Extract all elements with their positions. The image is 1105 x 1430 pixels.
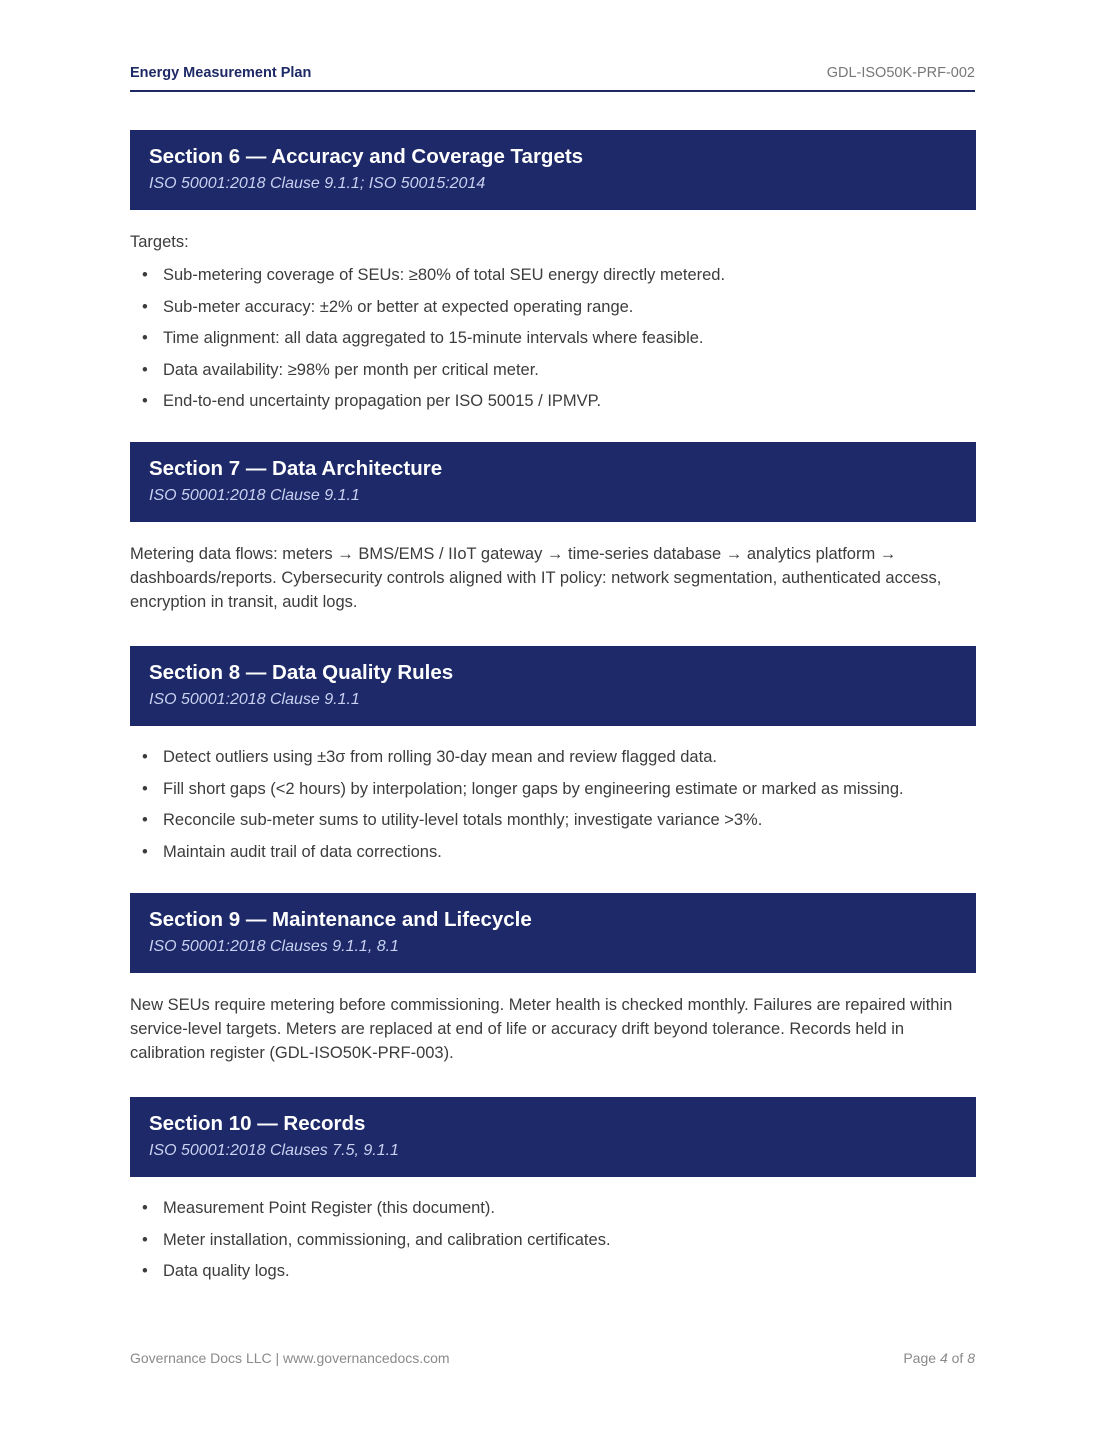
section-7-header xyxy=(130,442,976,522)
section-9-reference: ISO 50001:2018 Clauses 9.1.1, 8.1 xyxy=(149,938,399,955)
list-item: • Detect outliers using ±3σ from rolling 30-day mean and review flagged data. xyxy=(142,748,717,766)
section-8-rule-list xyxy=(130,746,990,872)
list-item: • Sub-meter accuracy: ±2% or better at expected operating range. xyxy=(142,297,634,316)
section-6-intro: Targets: xyxy=(130,233,189,251)
document-title: Energy Measurement Plan xyxy=(130,65,312,81)
section-9-header xyxy=(130,893,976,973)
page-number: Page 4 of 8 xyxy=(903,1350,975,1366)
document-id: GDL-ISO50K-PRF-002 xyxy=(826,65,975,81)
section-6-header xyxy=(130,130,976,210)
list-item: • Sub-metering coverage of SEUs: ≥80% of total SEU energy directly metered. xyxy=(142,266,726,284)
section-10-title: Section 10 — Records xyxy=(149,1112,366,1135)
section-8-reference: ISO 50001:2018 Clause 9.1.1 xyxy=(149,691,360,708)
section-8-header xyxy=(130,646,976,726)
list-item: • Maintain audit trail of data corrections. xyxy=(142,842,442,861)
section-7-title: Section 7 — Data Architecture xyxy=(149,457,443,480)
list-item: • Data quality logs. xyxy=(142,1262,290,1281)
list-item: • Fill short gaps (<2 hours) by interpolation; longer gaps by engineering estimate or marked as missing. xyxy=(142,779,904,798)
section-6-target-list xyxy=(130,264,990,422)
list-item: • Time alignment: all data aggregated to 15-minute intervals where feasible. xyxy=(142,329,704,348)
section-10-header xyxy=(130,1097,976,1177)
section-6-reference: ISO 50001:2018 Clause 9.1.1; ISO 50015:2014 xyxy=(149,175,486,192)
list-item: • Data availability: ≥98% per month per critical meter. xyxy=(142,360,539,379)
section-10-reference: ISO 50001:2018 Clauses 7.5, 9.1.1 xyxy=(149,1142,399,1159)
list-item: • Reconcile sub-meter sums to utility-level totals monthly; investigate variance >3%. xyxy=(142,811,763,830)
list-item: • Measurement Point Register (this document). xyxy=(142,1199,495,1217)
section-6-title: Section 6 — Accuracy and Coverage Targets xyxy=(149,145,584,168)
section-10-records-list xyxy=(130,1197,990,1292)
list-item: • End-to-end uncertainty propagation per ISO 50015 / IPMVP. xyxy=(142,392,602,411)
page-header xyxy=(130,58,975,92)
section-9-title: Section 9 — Maintenance and Lifecycle xyxy=(149,908,532,931)
section-8-title: Section 8 — Data Quality Rules xyxy=(149,661,454,684)
section-7-body: Metering data flows: meters → BMS/EMS / IIoT gateway → time-series database → analytics platform → dashboards/reports. Cybersecurity controls aligned with IT policy: network segmentation, authenticated access, encryption in transit, audit logs. xyxy=(130,545,942,611)
list-item: • Meter installation, commissioning, and calibration certificates. xyxy=(142,1230,611,1249)
section-9-body: New SEUs require metering before commissioning. Meter health is checked monthly. Failures are repaired within service-level targets. Meters are replaced at end of life or accuracy drift beyond tolerance. Records held in calibration register (GDL-ISO50K-PRF-003). xyxy=(130,996,953,1062)
footer-company: Governance Docs LLC | www.governancedocs.com xyxy=(130,1350,450,1366)
section-7-reference: ISO 50001:2018 Clause 9.1.1 xyxy=(149,487,360,504)
